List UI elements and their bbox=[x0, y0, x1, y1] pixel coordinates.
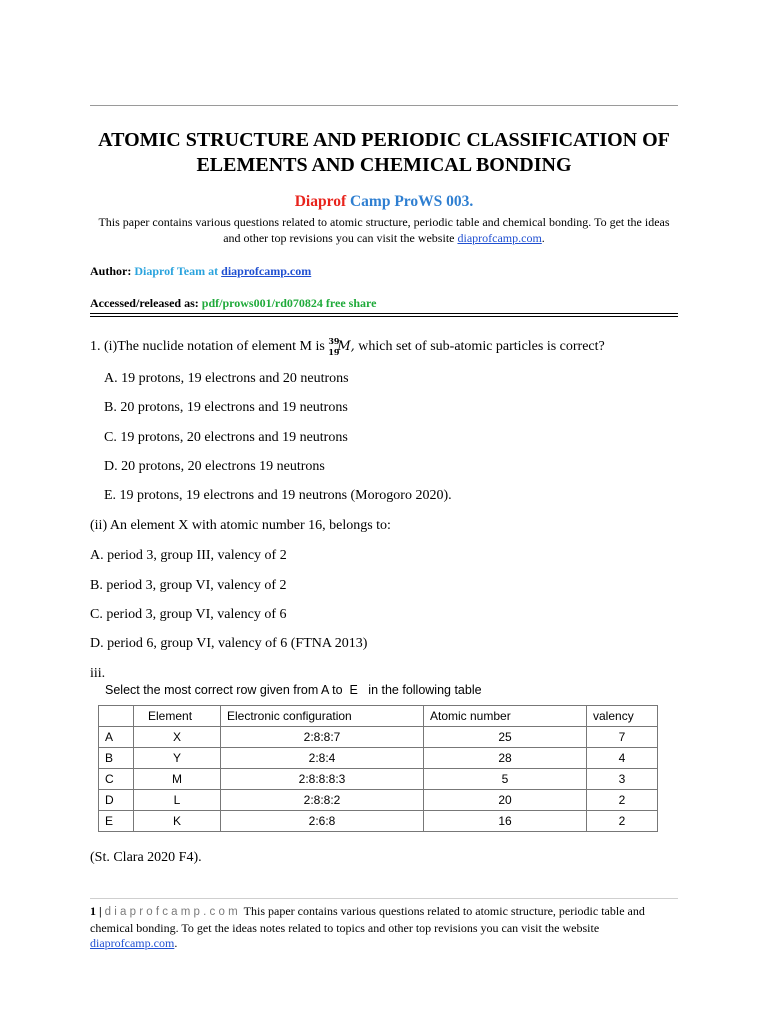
question-1-option-e: E. 19 protons, 19 electrons and 19 neutrons (Morogoro 2020). bbox=[104, 488, 452, 503]
subtitle bbox=[60, 193, 708, 211]
elements-table bbox=[98, 705, 658, 832]
question-2-option-a: A. period 3, group III, valency of 2 bbox=[90, 548, 287, 563]
table-row bbox=[99, 769, 658, 790]
question-2-option-b: B. period 3, group VI, valency of 2 bbox=[90, 578, 287, 593]
question-2-stem: (ii) An element X with atomic number 16, belongs to: bbox=[90, 518, 391, 533]
table-cell-atomic-number: 25 bbox=[424, 727, 587, 748]
question-1-stem bbox=[90, 336, 605, 357]
footer-website-link[interactable]: diaprofcamp.com bbox=[90, 936, 175, 950]
accessed-colon: : bbox=[194, 296, 199, 310]
author-name: Diaprof Team at bbox=[134, 264, 219, 278]
question-2-option-c: C. period 3, group VI, valency of 6 bbox=[90, 607, 287, 622]
intro-text: This paper contains various questions related to atomic structure, periodic table and chemical bonding. To get the ideas and other top revisions you can visit the website bbox=[98, 215, 670, 245]
table-header-row bbox=[99, 706, 658, 727]
table-cell-configuration: 2:8:4 bbox=[221, 748, 424, 769]
table-cell-valency: 4 bbox=[587, 748, 658, 769]
header-double-divider bbox=[90, 313, 678, 317]
table-cell-element: M bbox=[134, 769, 221, 790]
table-row bbox=[99, 790, 658, 811]
table-cell-valency: 3 bbox=[587, 769, 658, 790]
intro-website-link[interactable]: diaprofcamp.com bbox=[457, 231, 542, 245]
accessed-line bbox=[90, 296, 376, 311]
question-1-stem-after: which set of sub-atomic particles is correct? bbox=[354, 339, 605, 354]
table-header-valency: valency bbox=[587, 706, 658, 727]
table-cell-valency: 7 bbox=[587, 727, 658, 748]
footer-text: This paper contains various questions related to atomic structure, periodic table and chemical bonding. To get the ideas notes related to topics and other top revisions you can visit the website bbox=[90, 904, 645, 935]
table-cell-element: X bbox=[134, 727, 221, 748]
question-1-option-b: B. 20 protons, 19 electrons and 19 neutrons bbox=[104, 400, 348, 415]
table-cell-configuration: 2:8:8:7 bbox=[221, 727, 424, 748]
footer-site: diaprofcamp.com bbox=[104, 906, 241, 918]
question-3-label: iii. bbox=[90, 666, 106, 681]
table-cell-element: Y bbox=[134, 748, 221, 769]
footer-page-number: 1 | bbox=[90, 904, 102, 918]
nuclide-notation bbox=[328, 336, 355, 357]
table-cell-atomic-number: 28 bbox=[424, 748, 587, 769]
title-line-2: ELEMENTS AND CHEMICAL BONDING bbox=[196, 154, 572, 176]
nuclide-mass-number: 39 bbox=[328, 336, 340, 346]
table-cell-row-label: A bbox=[99, 727, 134, 748]
table-cell-element: K bbox=[134, 811, 221, 832]
intro-paragraph bbox=[90, 214, 678, 246]
subtitle-brand: Diaprof bbox=[294, 193, 347, 210]
title-line-1: ATOMIC STRUCTURE AND PERIODIC CLASSIFICATION OF bbox=[98, 129, 670, 151]
question-1-stem-before: 1. (i)The nuclide notation of element M is bbox=[90, 339, 329, 354]
table-cell-valency: 2 bbox=[587, 790, 658, 811]
table-cell-valency: 2 bbox=[587, 811, 658, 832]
subtitle-code: Camp ProWS 003. bbox=[349, 193, 474, 210]
footer-divider bbox=[90, 898, 678, 899]
nuclide-symbol: M, bbox=[337, 339, 355, 354]
table-cell-row-label: B bbox=[99, 748, 134, 769]
question-1-option-d: D. 20 protons, 20 electrons 19 neutrons bbox=[104, 459, 325, 474]
intro-end: . bbox=[541, 231, 545, 245]
table-cell-atomic-number: 20 bbox=[424, 790, 587, 811]
table-cell-element: L bbox=[134, 790, 221, 811]
table-row bbox=[99, 811, 658, 832]
table-cell-row-label: E bbox=[99, 811, 134, 832]
table-cell-row-label: C bbox=[99, 769, 134, 790]
question-1-option-c: C. 19 protons, 20 electrons and 19 neutrons bbox=[104, 430, 348, 445]
footer-end: . bbox=[174, 936, 178, 950]
nuclide-atomic-number: 19 bbox=[328, 347, 340, 357]
table-row bbox=[99, 748, 658, 769]
table-header-configuration: Electronic configuration bbox=[221, 706, 424, 727]
question-2-option-d: D. period 6, group VI, valency of 6 (FTNA 2013) bbox=[90, 636, 368, 651]
author-label: Author: bbox=[90, 264, 132, 278]
table-cell-configuration: 2:6:8 bbox=[221, 811, 424, 832]
accessed-value: pdf/prows001/rd070824 free share bbox=[201, 296, 377, 310]
table-caption: Select the most correct row given from A to E in the following table bbox=[105, 683, 482, 697]
table-row bbox=[99, 727, 658, 748]
accessed-label: Accessed/released as bbox=[90, 296, 195, 310]
author-website-link[interactable]: diaprofcamp.com bbox=[221, 264, 312, 278]
table-header-element: Element bbox=[134, 706, 221, 727]
top-divider bbox=[90, 105, 678, 106]
author-line bbox=[90, 264, 311, 279]
question-3-source: (St. Clara 2020 F4). bbox=[90, 850, 202, 865]
table-header-atomic-number: Atomic number bbox=[424, 706, 587, 727]
page-title bbox=[60, 128, 708, 178]
table-cell-atomic-number: 16 bbox=[424, 811, 587, 832]
question-1-option-a: A. 19 protons, 19 electrons and 20 neutrons bbox=[104, 371, 349, 386]
page-footer bbox=[90, 904, 678, 952]
table-cell-atomic-number: 5 bbox=[424, 769, 587, 790]
table-header-row-label bbox=[99, 706, 134, 727]
table-cell-configuration: 2:8:8:2 bbox=[221, 790, 424, 811]
table-cell-configuration: 2:8:8:8:3 bbox=[221, 769, 424, 790]
table-cell-row-label: D bbox=[99, 790, 134, 811]
